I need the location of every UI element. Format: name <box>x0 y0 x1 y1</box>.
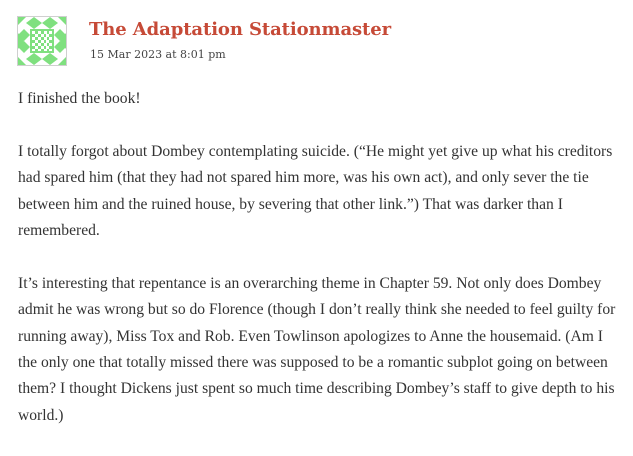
comment-paragraph: I totally forgot about Dombey contemplating suicide. (“He might yet give up what his creditors had spared him (that they had not spared him more, was his own act), and only sever the tie between him and the ruined house, by severing that other link.”) That was darker than I remembered. <box>18 142 613 240</box>
avatar[interactable] <box>17 16 67 66</box>
comment-paragraph: I finished the book! <box>18 90 141 107</box>
comment-author-link[interactable]: The Adaptation Stationmaster <box>89 19 392 40</box>
identicon-avatar-icon <box>18 17 66 65</box>
comment-timestamp-link[interactable]: 15 Mar 2023 at 8:01 pm <box>90 48 226 61</box>
comment-paragraph: It’s interesting that repentance is an overarching theme in Chapter 59. Not only does Dombey admit he was wrong but so do Florence (though I don’t really think she needed to feel guilty for running away), Miss Tox and Rob. Even Towlinson apologizes to Anne the housemaid. (Am I the only one that totally missed there was supposed to be a romantic subplot going on between them? I thought Dickens just spent so much time describing Dombey’s staff to give depth to his world.) <box>18 274 616 424</box>
comment-body <box>18 86 623 456</box>
